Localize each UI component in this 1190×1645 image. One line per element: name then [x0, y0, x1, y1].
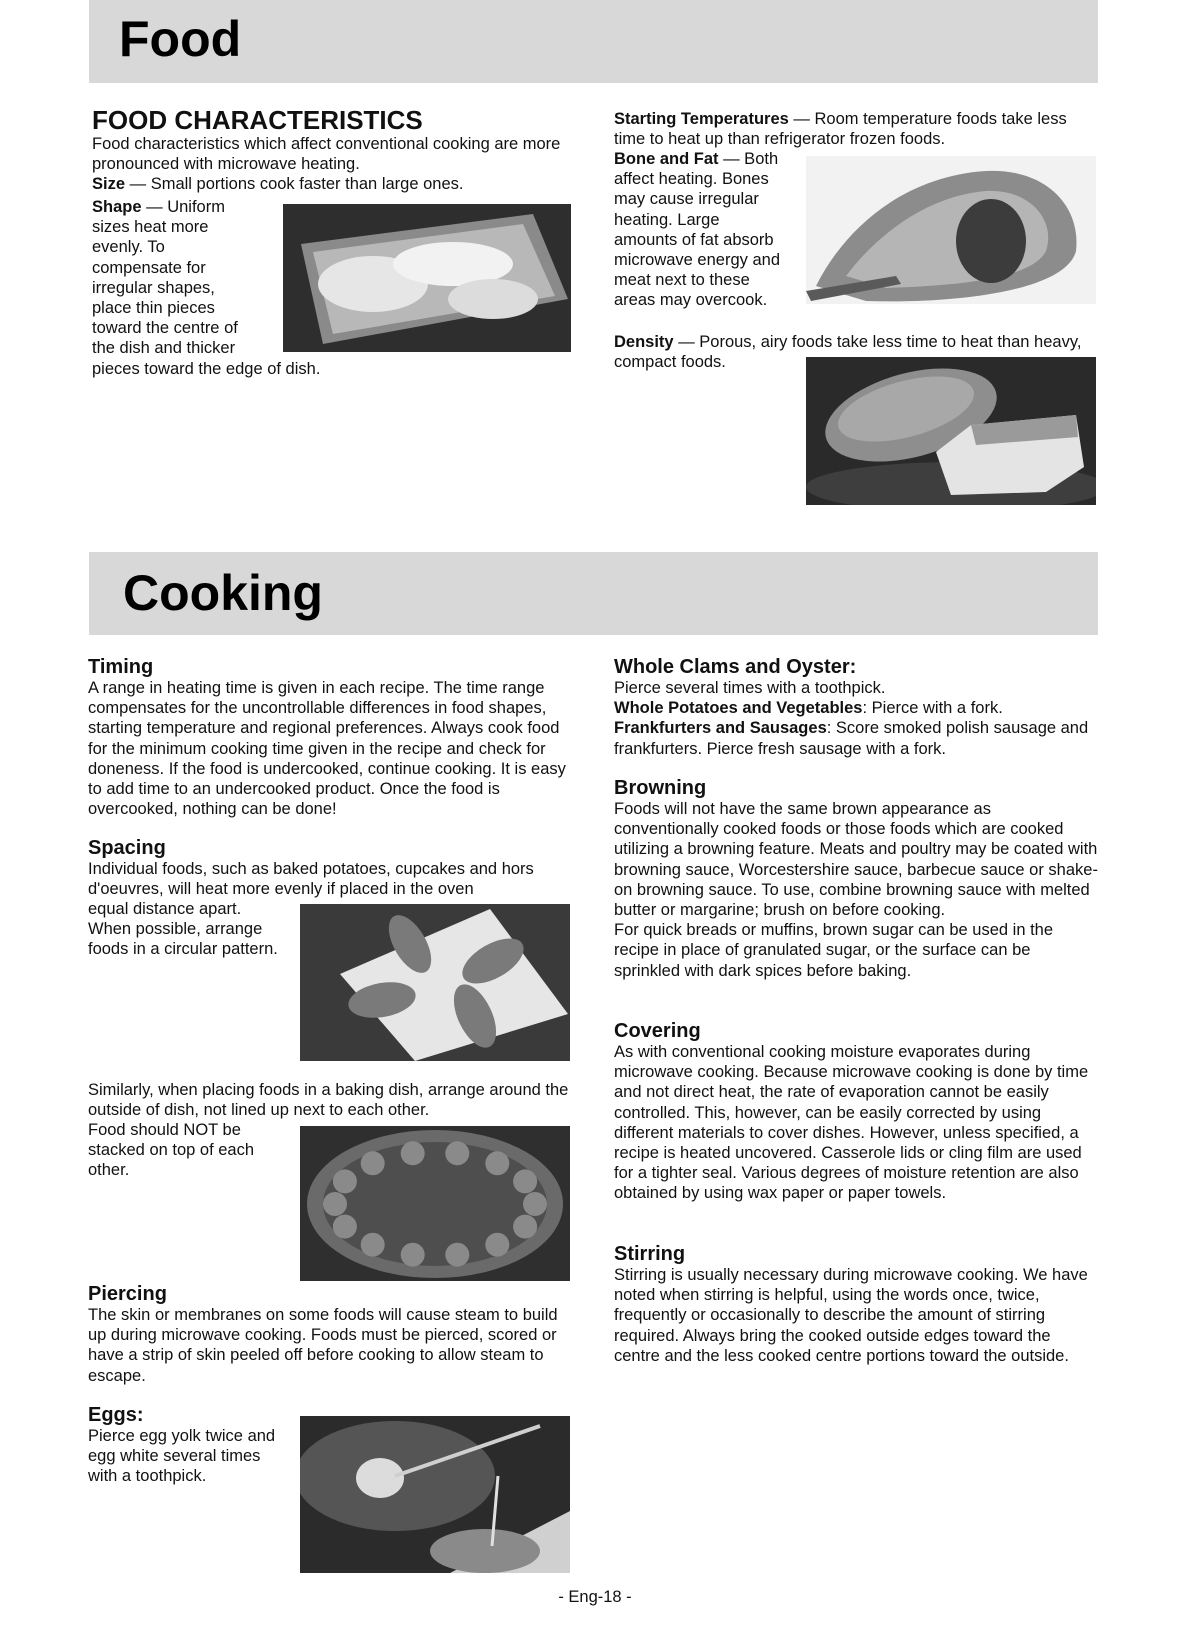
- bone-line: amounts of fat absorb: [614, 230, 774, 249]
- frankfurters-label: Frankfurters and Sausages: [614, 719, 827, 738]
- eggs-title: Eggs:: [88, 1404, 144, 1426]
- shape-line: pieces toward the edge of dish.: [92, 359, 321, 378]
- bone-line: meat next to these: [614, 271, 750, 290]
- bone-line: areas may overcook.: [614, 291, 768, 310]
- browning-title: Browning: [614, 777, 707, 799]
- density-label: Density: [614, 333, 674, 351]
- shape-line: toward the centre of: [92, 319, 238, 338]
- spacing-line: foods in a circular pattern.: [88, 940, 278, 959]
- piercing-text: The skin or membranes on some foods will cause steam to build up during microwave cooking. Foods must be pierced, scored or have a strip of skin peeled off before cooking to allow steam to escape.: [88, 1306, 558, 1385]
- meatball: [333, 1169, 357, 1193]
- eggs-line: with a toothpick.: [88, 1467, 207, 1486]
- browning-text-2: For quick breads or muffins, brown sugar can be used in the recipe in place of granulated sugar, or the surface can be sprinkled with dark spices before baking.: [614, 921, 1054, 980]
- frankfurters-paragraph: [614, 718, 1099, 758]
- starting-temperatures-paragraph: [614, 109, 1094, 149]
- food-characteristics-intro: [92, 106, 562, 195]
- eggs-section: [88, 1404, 300, 1487]
- stack-line: stacked on top of each: [88, 1141, 255, 1160]
- similarly-paragraph: [88, 1080, 573, 1120]
- covering-text: As with conventional cooking moisture evaporates during microwave cooking. Because microwave cooking is done by time and not direct heat, the rate of evaporation cannot be easily controlled. This, however, can be easily corrected by using different materials to cover dishes. However, unless specified, a recipe is heated uncovered. Casserole lids or cling film are used for a tighter seal. Various degrees of moisture retention are also obtained by using wax paper or paper towels.: [614, 1043, 1089, 1203]
- shape-label: Shape: [92, 198, 142, 216]
- stack-lines: [88, 1120, 300, 1181]
- density-text: — Porous, airy foods take less time to heat than heavy, compact foods.: [614, 333, 1082, 372]
- meatball: [445, 1243, 469, 1267]
- page-number: - Eng-18 -: [558, 1588, 632, 1606]
- bone-line: may cause irregular: [614, 190, 759, 209]
- stack-line: Food should NOT be: [88, 1121, 241, 1139]
- meatballs-dish-photo: [300, 1126, 570, 1281]
- covering-title: Covering: [614, 1020, 701, 1042]
- timing-title: Timing: [88, 656, 154, 678]
- potatoes-circle-photo: [300, 904, 570, 1061]
- size-label: Size: [92, 175, 126, 194]
- frankfurters-text: : Score smoked polish sausage and frankfurters. Pierce fresh sausage with a fork.: [614, 719, 1089, 758]
- bone-and-fat-paragraph: [614, 149, 804, 311]
- meatball: [445, 1141, 469, 1165]
- spacing-line: equal distance apart.: [88, 900, 242, 918]
- food-banner-title: Food: [119, 11, 242, 67]
- food-banner: [89, 0, 1098, 83]
- meatball: [485, 1233, 509, 1257]
- cooking-banner-title: Cooking: [123, 565, 323, 621]
- starting-label: Starting Temperatures: [614, 110, 789, 128]
- bone-line: heating. Large: [614, 210, 720, 229]
- shape-line: compensate for: [92, 258, 206, 277]
- potatoes-paragraph: [614, 698, 1099, 718]
- spacing-section: [88, 837, 573, 899]
- meatball: [323, 1192, 347, 1216]
- meatball: [513, 1169, 537, 1193]
- spacing-line: When possible, arrange: [88, 920, 263, 939]
- shape-line: the dish and thicker: [92, 339, 236, 358]
- shape-line: evenly. To: [92, 238, 165, 257]
- shape-line: place thin pieces: [92, 299, 215, 318]
- shape-line: sizes heat more: [92, 218, 209, 237]
- meatball: [523, 1192, 547, 1216]
- stirring-section: [614, 1243, 1099, 1366]
- spacing-text: Individual foods, such as baked potatoes, cupcakes and hors d'oeuvres, will heat more evenly if placed in the oven: [88, 860, 534, 899]
- piercing-section: [88, 1283, 573, 1386]
- starting-text: — Room temperature foods take less time to heat up than refrigerator frozen foods.: [614, 110, 1067, 149]
- shape-line: irregular shapes,: [92, 278, 215, 297]
- bone-line: microwave energy and: [614, 251, 780, 270]
- bone-line: affect heating. Bones: [614, 170, 769, 189]
- spacing-title: Spacing: [88, 837, 166, 859]
- shape-line: — Uniform: [141, 198, 225, 216]
- cooking-banner: [89, 552, 1098, 635]
- spacing-lines: [88, 899, 300, 960]
- meatball: [401, 1141, 425, 1165]
- meatball: [513, 1215, 537, 1239]
- piercing-title: Piercing: [88, 1283, 167, 1305]
- size-text: — Small portions cook faster than large ones.: [125, 175, 464, 194]
- bone-line: — Both: [718, 150, 779, 168]
- meatball: [333, 1215, 357, 1239]
- egg-piercing-photo: [300, 1416, 570, 1573]
- potatoes-label: Whole Potatoes and Vegetables: [614, 699, 863, 718]
- eggs-line: egg white several times: [88, 1447, 261, 1466]
- meatball: [361, 1151, 385, 1175]
- eggs-line: Pierce egg yolk twice and: [88, 1427, 276, 1445]
- meatball: [401, 1243, 425, 1267]
- size-paragraph: [92, 174, 562, 194]
- shape-dish-photo: [283, 204, 571, 352]
- density-potato-bread-photo: [806, 357, 1096, 505]
- browning-text: Foods will not have the same brown appearance as conventionally cooked foods or those foods which are cooked utilizing a browning feature. Meats and poultry may be coated with browning sauce, Worcestershire sauce, barbecue sauce or shake-on browning sauce. To use, combine browning sauce with melted butter or margarine; brush on before cooking.: [614, 800, 1098, 920]
- food-characteristics-title: FOOD CHARACTERISTICS: [92, 105, 423, 135]
- bone-meat-photo: [806, 156, 1096, 304]
- timing-text: A range in heating time is given in each recipe. The time range compensates for the uncontrollable differences in food shapes, starting temperature and regional preferences. Always cook food for the minimum cooking time given in the recipe and check for doneness. If the food is undercooked, continue cooking. It is easy to add time to an undercooked product. Once the food is overcooked, nothing can be done!: [88, 679, 566, 819]
- clams-text: Pierce several times with a toothpick.: [614, 679, 886, 697]
- similarly-text: Similarly, when placing foods in a baking dish, arrange around the outside of dish, not lined up next to each other.: [88, 1081, 569, 1120]
- food-intro-text: Food characteristics which affect conventional cooking are more pronounced with microwave heating.: [92, 135, 561, 174]
- bone-label: Bone and Fat: [614, 150, 719, 168]
- stirring-text: Stirring is usually necessary during microwave cooking. We have noted when stirring is helpful, using the words once, twice, frequently or occasionally to describe the amount of stirring required. Always bring the cooked outside edges toward the centre and the less cooked centre portions toward the outside.: [614, 1266, 1088, 1365]
- stirring-title: Stirring: [614, 1243, 686, 1265]
- timing-section: [88, 656, 573, 819]
- covering-section: [614, 1020, 1099, 1204]
- meatball: [485, 1151, 509, 1175]
- clams-section: [614, 656, 1099, 759]
- clams-title: Whole Clams and Oyster:: [614, 656, 857, 678]
- stack-line: other.: [88, 1161, 130, 1180]
- browning-section: [614, 777, 1099, 981]
- potatoes-text: : Pierce with a fork.: [862, 699, 1003, 718]
- meatball: [361, 1233, 385, 1257]
